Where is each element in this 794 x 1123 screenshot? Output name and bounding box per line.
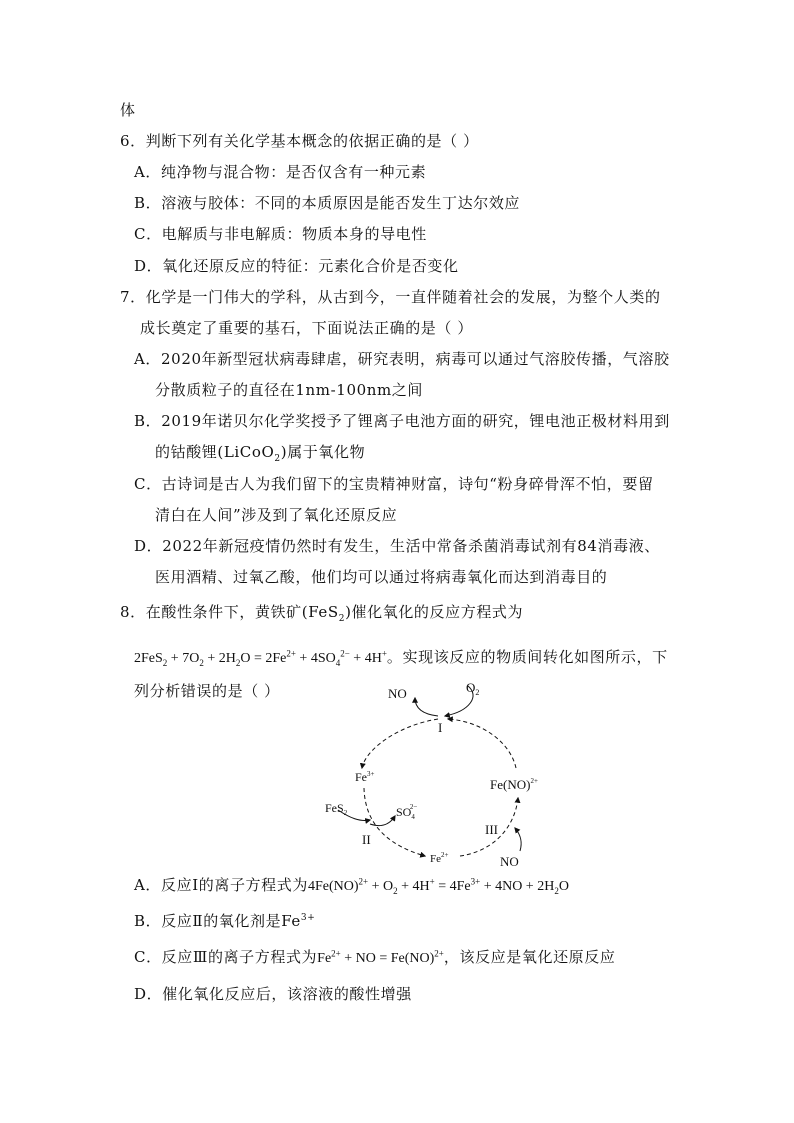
q8-option-b: B．反应Ⅱ的氧化剂是$Fe^{3+}$ [134, 912, 316, 930]
label-fe3: $Fe^{3+}$ [355, 770, 375, 784]
q7-option-b-line1: B．2019年诺贝尔化学奖授予了锂离子电池方面的研究，锂电池正极材料用到 [134, 412, 670, 430]
reaction-iii-equation: $Fe^{2+}$ + NO = Fe(NO)$^{2+}$ [317, 948, 444, 966]
arrow-no-out [415, 698, 438, 716]
label-no-top: NO [388, 686, 407, 701]
cycle-arc-fe3-to-fe2 [364, 788, 425, 856]
q8-equation-line: $2FeS_2 + 7O_2 + 2H_2O = 2Fe^{2+} + 4SO_4^{2-} + 4H^+$。实现该反应的物质间转化如图所示，下 [134, 648, 668, 668]
q6-option-b: B．溶液与胶体：不同的本质原因是能否发生丁达尔效应 [134, 194, 521, 212]
q7-option-c-line1: C．古诗词是古人为我们留下的宝贵精神财富，诗句“粉身碎骨浑不怕，要留 [134, 475, 654, 493]
q6-option-c: C．电解质与非电解质：物质本身的导电性 [134, 225, 427, 243]
prev-question-tail: 体 [120, 101, 136, 119]
q8-option-c: C．反应Ⅲ的离子方程式为$Fe^{2+}$ + NO = Fe(NO)$^{2+}$，该反应是氧化还原反应 [134, 948, 616, 966]
label-roman-ii: II [362, 832, 371, 847]
q8-option-a: A．反应Ⅰ的离子方程式为$4Fe(NO)^{2+} + O_2 + 4H^+ = 4Fe^{3+} + 4NO + 2H_2O$ [134, 876, 569, 896]
reaction-i-equation: $4Fe(NO)^{2+} + O_2 + 4H^+ = 4Fe^{3+} + 4NO + 2H_2O$ [307, 876, 569, 896]
q7-option-a-line2: 分散质粒子的直径在1nm-100nm之间 [155, 381, 424, 399]
q8-stem-line3: 列分析错误的是（ ） [134, 682, 280, 700]
label-so4: $SO_42-$ [396, 803, 418, 821]
q7-option-d-line2: 医用酒精、过氧乙酸，他们均可以通过将病毒氧化而达到消毒目的 [155, 568, 608, 586]
label-o2: $O_2$ [466, 680, 480, 697]
q6-option-d: D．氧化还原反应的特征：元素化合价是否变化 [134, 257, 459, 275]
q6-stem: 6．判断下列有关化学基本概念的依据正确的是（ ） [120, 132, 479, 150]
q7-option-b-line2: 的钴酸锂(LiCoO$_2$)属于氧化物 [155, 443, 366, 464]
cycle-arc-feno-to-i [448, 719, 516, 768]
label-roman-iii: III [485, 822, 498, 837]
label-feno: Fe(NO)$^{2+}$ [490, 777, 538, 792]
overall-equation: $2FeS_2 + 7O_2 + 2H_2O = 2Fe^{2+} + 4SO_4^{2-} + 4H^+$ [134, 648, 387, 668]
q7-option-a-line1: A．2020年新型冠状病毒肆虐，研究表明，病毒可以通过气溶胶传播，气溶胶 [134, 350, 670, 368]
q6-option-a: A．纯净物与混合物：是否仅含有一种元素 [134, 163, 427, 181]
q7-option-c-line2: 清白在人间”涉及到了氧化还原反应 [155, 506, 398, 524]
label-no-bottom: NO [500, 854, 519, 869]
q8-option-d: D．催化氧化反应后，该溶液的酸性增强 [134, 985, 412, 1003]
q7-stem-line1: 7．化学是一门伟大的学科，从古到今，一直伴随着社会的发展，为整个人类的 [120, 288, 661, 306]
arrow-so4-out [370, 816, 395, 826]
cycle-arc-i-to-fe3 [362, 719, 438, 768]
q7-option-d-line1: D．2022年新冠疫情仍然时有发生，生活中常备杀菌消毒试剂有84消毒液、 [134, 537, 660, 555]
arrow-no-in-bottom [515, 828, 521, 851]
label-fe2: $Fe^{2+}$ [430, 851, 449, 865]
label-fes2: FeS$_2$ [325, 801, 348, 817]
catalytic-cycle-diagram [320, 676, 570, 876]
q7-stem-line2: 成长奠定了重要的基石，下面说法正确的是（ ） [140, 319, 473, 337]
q8-stem-line1: 8．在酸性条件下，黄铁矿(FeS$_2$)催化氧化的反应方程式为 [120, 603, 524, 624]
label-roman-i: I [438, 720, 443, 735]
